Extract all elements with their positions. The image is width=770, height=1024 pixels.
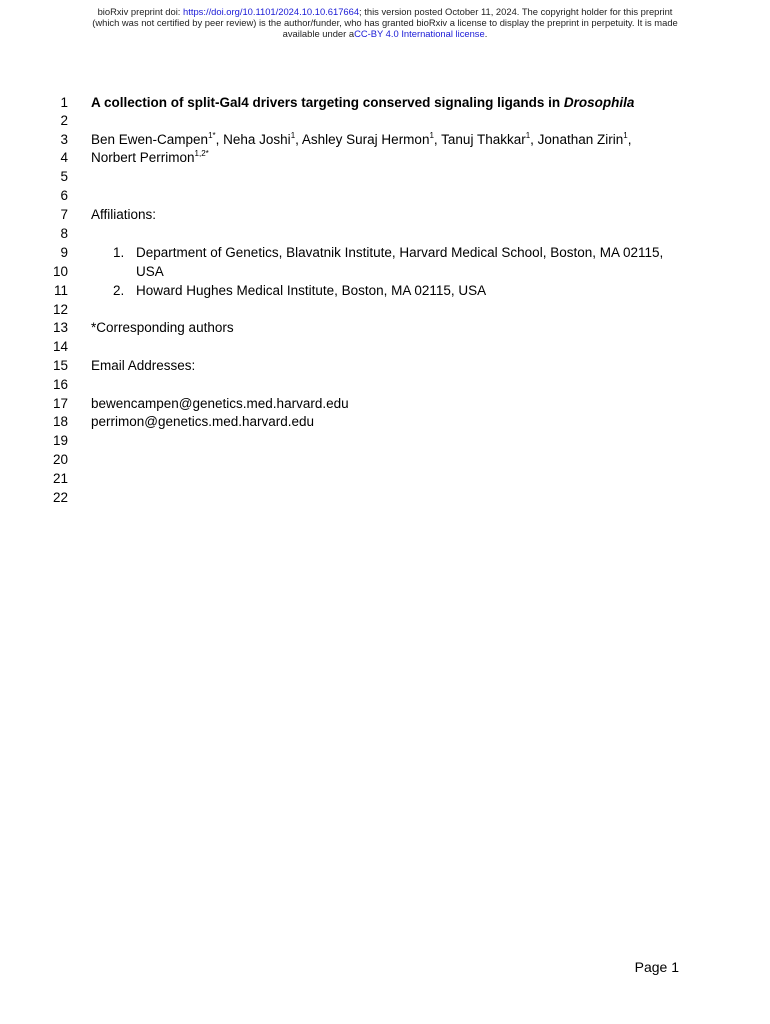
- line-number: 16: [52, 377, 68, 392]
- author-affiliation-mark: 1: [290, 131, 296, 140]
- email-heading: Email Addresses:: [91, 358, 196, 373]
- line-number: 9: [60, 245, 68, 260]
- author-name: , Neha Joshi: [215, 132, 291, 147]
- license-link[interactable]: CC-BY 4.0 International license: [354, 28, 485, 39]
- line-number: 3: [60, 132, 68, 147]
- banner-license-prefix: available under a: [282, 28, 355, 39]
- author-list: [91, 132, 631, 148]
- author-separator: ,: [627, 132, 632, 147]
- corresponding-note: *Corresponding authors: [91, 320, 234, 335]
- author-affiliation-mark: 1: [525, 131, 531, 140]
- line-number: 18: [52, 414, 68, 429]
- line-number: 12: [52, 302, 68, 317]
- banner-line-3: [0, 28, 770, 39]
- affiliation-number: 2.: [113, 283, 125, 298]
- author-name: Ben Ewen-Campen: [91, 132, 209, 147]
- affiliations-heading: Affiliations:: [91, 207, 157, 222]
- line-number: 1: [60, 95, 68, 110]
- author-name: , Tanuj Thakkar: [433, 132, 526, 147]
- doi-link[interactable]: https://doi.org/10.1101/2024.10.10.617664: [183, 6, 360, 17]
- paper-title: [91, 95, 634, 111]
- line-number: 17: [52, 396, 68, 411]
- line-number: 14: [52, 339, 68, 354]
- author-affiliation-mark: 1: [429, 131, 434, 140]
- line-number: 11: [53, 283, 68, 298]
- banner-doi-prefix: bioRxiv preprint doi:: [97, 6, 184, 17]
- line-number: 10: [52, 264, 68, 279]
- line-number: 2: [60, 113, 68, 128]
- line-number: 5: [60, 169, 68, 184]
- author-affiliation-mark: 1,2*: [194, 149, 209, 158]
- email-address[interactable]: perrimon@genetics.med.harvard.edu: [91, 414, 315, 429]
- banner-version-text: ; this version posted October 11, 2024. The copyright holder for this preprint: [359, 6, 673, 17]
- banner-license-suffix: .: [484, 28, 488, 39]
- author-list-continued: [91, 150, 209, 166]
- affiliation-text: Department of Genetics, Blavatnik Institute, Harvard Medical School, Boston, MA 02115,: [136, 245, 664, 260]
- banner-line-2: (which was not certified by peer review) is the author/funder, who has granted bioRxiv a license to display the preprint in perpetuity. It is made: [92, 17, 678, 28]
- line-number: 15: [52, 358, 68, 373]
- author-name: , Jonathan Zirin: [530, 132, 624, 147]
- author-name: , Ashley Suraj Hermon: [295, 132, 430, 147]
- page-number: Page 1: [634, 959, 679, 975]
- affiliation-number: 1.: [113, 245, 125, 260]
- banner-line-1: [0, 6, 770, 17]
- title-text: A collection of split-Gal4 drivers targeting conserved signaling ligands in: [91, 95, 564, 110]
- preprint-banner: [0, 6, 770, 39]
- email-address[interactable]: bewencampen@genetics.med.harvard.edu: [91, 396, 349, 411]
- author-name: Norbert Perrimon: [91, 150, 195, 165]
- affiliation-text: Howard Hughes Medical Institute, Boston, MA 02115, USA: [136, 283, 487, 298]
- affiliation-text-continued: USA: [136, 264, 164, 279]
- line-number: 19: [52, 433, 68, 448]
- author-affiliation-mark: 1*: [208, 131, 216, 140]
- line-number: 8: [60, 226, 68, 241]
- line-number: 21: [52, 471, 68, 486]
- line-number: 20: [52, 452, 68, 467]
- author-affiliation-mark: 1: [623, 131, 628, 140]
- line-number: 7: [60, 207, 68, 222]
- line-number: 13: [52, 320, 68, 335]
- line-number: 22: [52, 490, 68, 505]
- line-number: 4: [60, 150, 68, 165]
- title-italic-genus: Drosophila: [563, 95, 635, 110]
- line-number: 6: [60, 188, 68, 203]
